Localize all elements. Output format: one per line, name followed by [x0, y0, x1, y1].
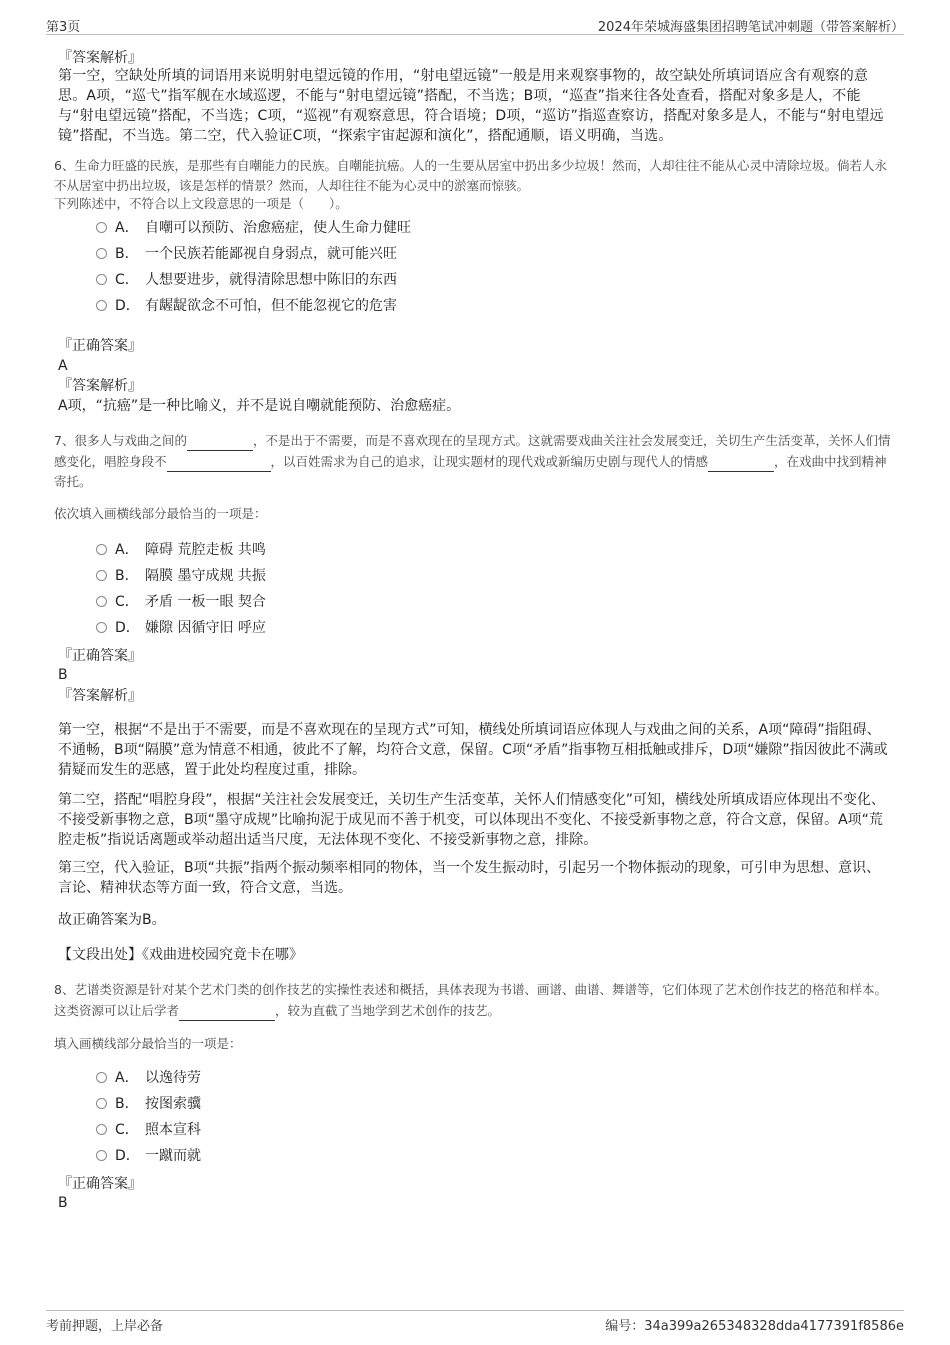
q7-option-c[interactable]: C． 矛盾 一板一眼 契合	[96, 592, 266, 612]
q8-option-a[interactable]: A． 以逸待劳	[96, 1068, 201, 1088]
q6-analysis: A项，“抗癌”是一种比喻义，并不是说自嘲就能预防、治愈癌症。	[58, 398, 461, 414]
page-number: 第3页	[46, 20, 81, 35]
radio-icon[interactable]	[96, 622, 107, 633]
q6-option-d[interactable]: D． 有龌龊欲念不可怕，但不能忽视它的危害	[96, 296, 397, 316]
q6-stem: 6、生命力旺盛的民族，是那些有自嘲能力的民族。自嘲能抗癌。人的一生要从居室中扔出多少垃圾！然而，人却往往不能从心灵中清除垃圾。倘若人永不从居室中扔出垃圾，该是怎样的情景？然而，人却往往不能为心灵中的淤塞而惊骇。	[54, 158, 887, 193]
q8-option-c[interactable]: C． 照本宣科	[96, 1120, 201, 1140]
radio-icon[interactable]	[96, 544, 107, 555]
q7-option-a[interactable]: A． 障碍 荒腔走板 共鸣	[96, 540, 266, 560]
q7-option-b[interactable]: B． 隔膜 墨守成规 共振	[96, 566, 266, 586]
document-code: 编号：34a399a265348328dda4177391f8586e	[605, 1319, 904, 1334]
radio-icon[interactable]	[96, 570, 107, 581]
q7-analysis-1: 第一空，根据“不是出于不需要，而是不喜欢现在的呈现方式”可知，横线处所填词语应体现人与戏曲之间的关系，A项“障碍”指阻碍、不通畅，B项“隔膜”意为情意不相通，彼此不了解，均符合文意，保留。C项“矛盾”指事物互相抵触或排斥，D项“嫌隙”指因彼此不满或猜疑而发生的恶感，置于此处均程度过重，排除。	[58, 722, 888, 778]
q6-option-b[interactable]: B． 一个民族若能鄙视自身弱点，就可能兴旺	[96, 244, 397, 264]
q7-stem: 7、很多人与戏曲之间的 ，不是出于不需要，而是不喜欢现在的呈现方式。这就需要戏曲关注社会发展变迁，关切生产生活变革，关怀人们情感变化，唱腔身段不 ，以百姓需求为自己的追求，让现实题材的现代戏或新编历史剧与现代人的情感 ，在戏曲中找到精神寄托。	[54, 430, 896, 492]
q7-analysis-2: 第二空，搭配“唱腔身段”，根据“关注社会发展变迁，关切生产生活变革，关怀人们情感变化”可知，横线处所填成语应体现出不变化、不接受新事物之意，B项“墨守成规”比喻拘泥于成见而不善于机变，可以体现出不变化、不接受新事物之意，符合文意，保留。A项“荒腔走板”指说话离题或举动超出适当尺度，无法体现不变化、不接受新事物之意，排除。	[58, 792, 886, 848]
document-title: 2024年荣城海盛集团招聘笔试冲刺题（带答案解析）	[597, 20, 904, 35]
q7-option-d[interactable]: D． 嫌隙 因循守旧 呼应	[96, 618, 266, 638]
q8-stem: 8、艺谱类资源是针对某个艺术门类的创作技艺的实操性表述和概括，具体表现为书谱、画谱、曲谱、舞谱等，它们体现了艺术创作技艺的格范和样本。这类资源可以让后学者 ，较为直截了当地学到艺术创作的技艺。	[54, 980, 896, 1021]
footer-slogan: 考前押题，上岸必备	[46, 1319, 164, 1334]
q8-option-b[interactable]: B． 按图索骥	[96, 1094, 201, 1114]
blank-1	[187, 430, 253, 451]
q8-answer: B	[58, 1195, 68, 1211]
radio-icon[interactable]	[96, 248, 107, 259]
blank-1	[179, 1000, 275, 1021]
radio-icon[interactable]	[96, 274, 107, 285]
q6-answer-label: 『正确答案』	[58, 338, 142, 354]
q7-answer: B	[58, 667, 68, 683]
q8-prompt: 填入画横线部分最恰当的一项是：	[54, 1036, 242, 1051]
q6-answer: A	[58, 358, 68, 374]
q6-analysis-label: 『答案解析』	[58, 378, 142, 394]
q8-option-d[interactable]: D． 一蹴而就	[96, 1146, 201, 1166]
radio-icon[interactable]	[96, 1098, 107, 1109]
blank-3	[708, 451, 774, 472]
q8-answer-label: 『正确答案』	[58, 1176, 142, 1192]
q7-analysis-label: 『答案解析』	[58, 688, 142, 704]
radio-icon[interactable]	[96, 222, 107, 233]
radio-icon[interactable]	[96, 1150, 107, 1161]
radio-icon[interactable]	[96, 1124, 107, 1135]
q6-option-c[interactable]: C． 人想要进步，就得清除思想中陈旧的东西	[96, 270, 397, 290]
q7-analysis-3: 第三空，代入验证，B项“共振”指两个振动频率相同的物体，当一个发生振动时，引起另一个物体振动的现象，可引申为思想、意识、言论、精神状态等方面一致，符合文意，当选。	[58, 860, 881, 896]
blank-2	[167, 451, 271, 472]
page-footer	[46, 1310, 904, 1335]
q5-analysis: 第一空，空缺处所填的词语用来说明射电望远镜的作用，“射电望远镜”一般是用来观察事物的，故空缺处所填词语应含有观察的意思。A项，“巡弋”指军舰在水域巡逻，不能与“射电望远镜”搭配，不当选；B项，“巡查”指来往各处查看，搭配对象多是人，不能与“射电望远镜”搭配，不当选；C项，“巡视”有观察意思，符合语境；D项，“巡访”指巡查察访，搭配对象多是人，不能与“射电望远镜”搭配，不当选。第二空，代入验证C项，“探索宇宙起源和演化”，搭配通顺，语义明确，当选。	[58, 68, 884, 144]
q6-option-a[interactable]: A． 自嘲可以预防、治愈癌症，使人生命力健旺	[96, 218, 411, 238]
page-header	[46, 14, 904, 35]
radio-icon[interactable]	[96, 300, 107, 311]
q7-prompt: 依次填入画横线部分最恰当的一项是：	[54, 506, 267, 521]
q7-answer-label: 『正确答案』	[58, 648, 142, 664]
radio-icon[interactable]	[96, 596, 107, 607]
q5-analysis-label: 『答案解析』	[58, 50, 142, 66]
q7-source: 【文段出处】《戏曲进校园究竟卡在哪》	[58, 947, 303, 963]
q6-prompt: 下列陈述中，不符合以上文段意思的一项是（ ）。	[54, 196, 348, 211]
q7-conclusion: 故正确答案为B。	[58, 912, 166, 928]
radio-icon[interactable]	[96, 1072, 107, 1083]
